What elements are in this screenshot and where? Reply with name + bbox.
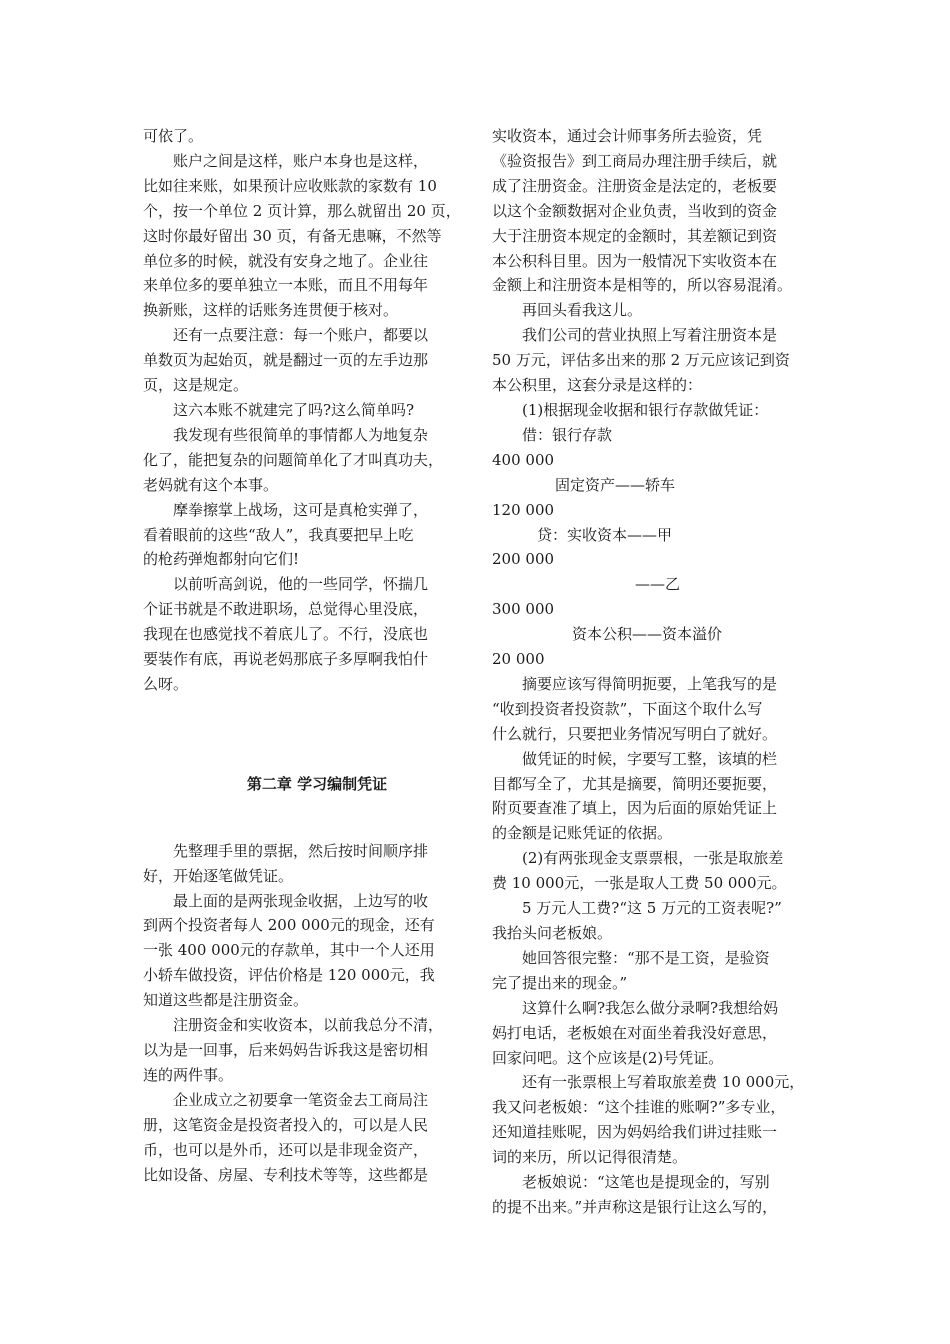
journal-account-line: 资本公积——资本溢价 bbox=[572, 625, 723, 644]
text-line: 最上面的是两张现金收据，上边写的收 bbox=[173, 891, 429, 910]
text-line: 我发现有些很简单的事情都人为地复杂 bbox=[173, 425, 429, 444]
text-line: 摩拳擦掌上战场，这可是真枪实弹了， bbox=[173, 500, 429, 519]
text-line: 我又问老板娘：“这个挂谁的账啊?”多专业， bbox=[492, 1098, 786, 1117]
chapter-title: 第二章 学习编制凭证 bbox=[246, 774, 388, 793]
text-line: 她回答很完整：“那不是工资，是验资 bbox=[522, 948, 770, 967]
text-line: (1)根据现金收据和银行存款做凭证： bbox=[522, 400, 769, 419]
text-line: 账户之间是这样，账户本身也是这样， bbox=[173, 151, 429, 170]
text-line: 看着眼前的这些“敌人”，我真要把早上吃 bbox=[143, 525, 414, 544]
text-line: 企业成立之初要拿一笔资金去工商局注 bbox=[173, 1090, 429, 1109]
text-line: 小轿车做投资，评估价格是 120 000元，我 bbox=[143, 966, 435, 985]
text-line: 以前听高剑说，他的一些同学，怀揣几 bbox=[173, 575, 429, 594]
text-line: 化了，能把复杂的问题简单化了才叫真功夫， bbox=[143, 450, 444, 469]
left-text-column bbox=[143, 124, 463, 1187]
text-line: 还有一张票根上写着取旅差费 10 000元， bbox=[522, 1073, 805, 1092]
text-line: 实收资本，通过会计师事务所去验资，凭 bbox=[492, 127, 763, 145]
text-line: (2)有两张现金支票票根，一张是取旅差 bbox=[522, 849, 784, 868]
text-line: 以这个金额数据对企业负责，当收到的资金 bbox=[492, 201, 778, 220]
text-line: 本公积里，这套分录是这样的： bbox=[492, 376, 703, 395]
text-line: 5 万元人工费?“这 5 万元的工资表呢?” bbox=[522, 899, 782, 918]
vertical-spacer bbox=[143, 697, 463, 772]
text-line: 什么就行，只要把业务情况写明白了就好。 bbox=[492, 724, 778, 743]
text-line: 附页要查准了填上，因为后面的原始凭证上 bbox=[492, 799, 778, 818]
text-line: 词的来历，所以记得很清楚。 bbox=[492, 1148, 688, 1167]
text-line: 妈打电话，老板娘在对面坐着我没好意思， bbox=[492, 1023, 778, 1042]
text-line: 的枪药弹炮都射向它们! bbox=[143, 550, 300, 569]
text-line: 个证书就是不敢进职场，总觉得心里没底， bbox=[143, 600, 429, 619]
right-text-column bbox=[492, 124, 822, 1220]
text-line: 以为是一回事，后来妈妈告诉我这是密切相 bbox=[143, 1041, 429, 1059]
text-line: 来单位多的要单独立一本账，而且不用每年 bbox=[143, 276, 429, 295]
text-line: 老妈就有这个本事。 bbox=[143, 475, 279, 494]
text-line: 摘要应该写得简明扼要，上笔我写的是 bbox=[522, 674, 778, 693]
text-line: 好，开始逐笔做凭证。 bbox=[143, 866, 294, 885]
text-line: 要装作有底，再说老妈那底子多厚啊我怕什 bbox=[143, 650, 429, 669]
text-line: 换新账，这样的话账务连贯便于核对。 bbox=[143, 301, 399, 320]
text-line: 50 万元，评估多出来的那 2 万元应该记到资 bbox=[492, 351, 790, 370]
journal-amount: 120 000 bbox=[492, 500, 555, 519]
text-line: 费 10 000元，一张是取人工费 50 000元。 bbox=[492, 874, 787, 893]
text-line: 这算什么啊?我怎么做分录啊?我想给妈 bbox=[522, 998, 779, 1017]
text-line: 页，这是规定。 bbox=[143, 376, 249, 395]
text-line: “收到投资者投资款”，下面这个取什么写 bbox=[492, 699, 763, 718]
text-line: 目都写全了，尤其是摘要，简明还要扼要， bbox=[492, 774, 778, 793]
text-line: 还有一点要注意：每一个账户，都要以 bbox=[173, 326, 429, 345]
text-line: 册，这笔资金是投资者投入的，可以是人民 bbox=[143, 1115, 429, 1134]
journal-credit-line: 贷：实收资本——甲 bbox=[537, 525, 673, 544]
journal-amount: 20 000 bbox=[492, 650, 545, 669]
text-line: 一张 400 000元的存款单，其中一个人还用 bbox=[143, 941, 435, 960]
text-line: 知道这些都是注册资金。 bbox=[143, 991, 309, 1010]
text-line: 这六本账不就建完了吗?这么简单吗? bbox=[173, 400, 415, 419]
text-line: 个，按一个单位 2 页计算，那么就留出 20 页， bbox=[143, 201, 461, 220]
text-line: 老板娘说：“这笔也是提现金的，写别 bbox=[522, 1173, 770, 1192]
text-line: 的金额是记账凭证的依据。 bbox=[492, 824, 673, 843]
text-line: 做凭证的时候，字要写工整，该填的栏 bbox=[522, 749, 778, 768]
text-line: 单数页为起始页，就是翻过一页的左手边那 bbox=[143, 351, 429, 370]
journal-amount: 200 000 bbox=[492, 550, 555, 569]
text-line: 单位多的时候，就没有安身之地了。企业往 bbox=[143, 251, 429, 270]
text-line: 到两个投资者每人 200 000元的现金，还有 bbox=[143, 916, 435, 935]
text-line: 我抬头问老板娘。 bbox=[492, 924, 613, 942]
text-line: 币，也可以是外币，还可以是非现金资产， bbox=[143, 1140, 429, 1159]
text-line: 再回头看我这儿。 bbox=[522, 301, 643, 320]
text-line: 还知道挂账呢，因为妈妈给我们讲过挂账一 bbox=[492, 1123, 778, 1142]
text-line: 我现在也感觉找不着底儿了。不行，没底也 bbox=[143, 625, 429, 644]
text-line: 可依了。 bbox=[143, 127, 204, 145]
journal-amount: 400 000 bbox=[492, 450, 555, 469]
text-line: 回家问吧。这个应该是(2)号凭证。 bbox=[492, 1048, 724, 1067]
text-line: 金额上和注册资本是相等的，所以容易混淆。 bbox=[492, 276, 793, 295]
text-line: 先整理手里的票据，然后按时间顺序排 bbox=[173, 841, 429, 860]
text-line: 成了注册资金。注册资金是法定的，老板要 bbox=[492, 176, 778, 195]
text-line: 么呀。 bbox=[143, 674, 189, 693]
vertical-spacer bbox=[143, 797, 463, 839]
text-line: 完了提出来的现金。” bbox=[492, 973, 628, 992]
text-line: 大于注册资本规定的金额时，其差额记到资 bbox=[492, 226, 778, 245]
journal-account-line: ——乙 bbox=[635, 575, 681, 594]
text-line: 的提不出来。”并声称这是银行让这么写的， bbox=[492, 1197, 778, 1216]
text-line: 连的两件事。 bbox=[143, 1065, 234, 1084]
text-line: 比如设备、房屋、专利技术等等，这些都是 bbox=[143, 1165, 429, 1184]
journal-amount: 300 000 bbox=[492, 600, 555, 619]
text-line: 《验资报告》到工商局办理注册手续后，就 bbox=[492, 151, 778, 170]
text-line: 我们公司的营业执照上写着注册资本是 bbox=[522, 326, 778, 345]
text-line: 这时你最好留出 30 页，有备无患嘛，不然等 bbox=[143, 226, 442, 245]
journal-debit-line: 借：银行存款 bbox=[522, 425, 613, 444]
text-line: 本公积科目里。因为一般情况下实收资本在 bbox=[492, 251, 778, 270]
text-line: 注册资金和实收资本，以前我总分不清， bbox=[173, 1016, 444, 1035]
journal-account-line: 固定资产——轿车 bbox=[555, 475, 676, 494]
text-line: 比如往来账，如果预计应收账款的家数有 10 bbox=[143, 176, 437, 195]
